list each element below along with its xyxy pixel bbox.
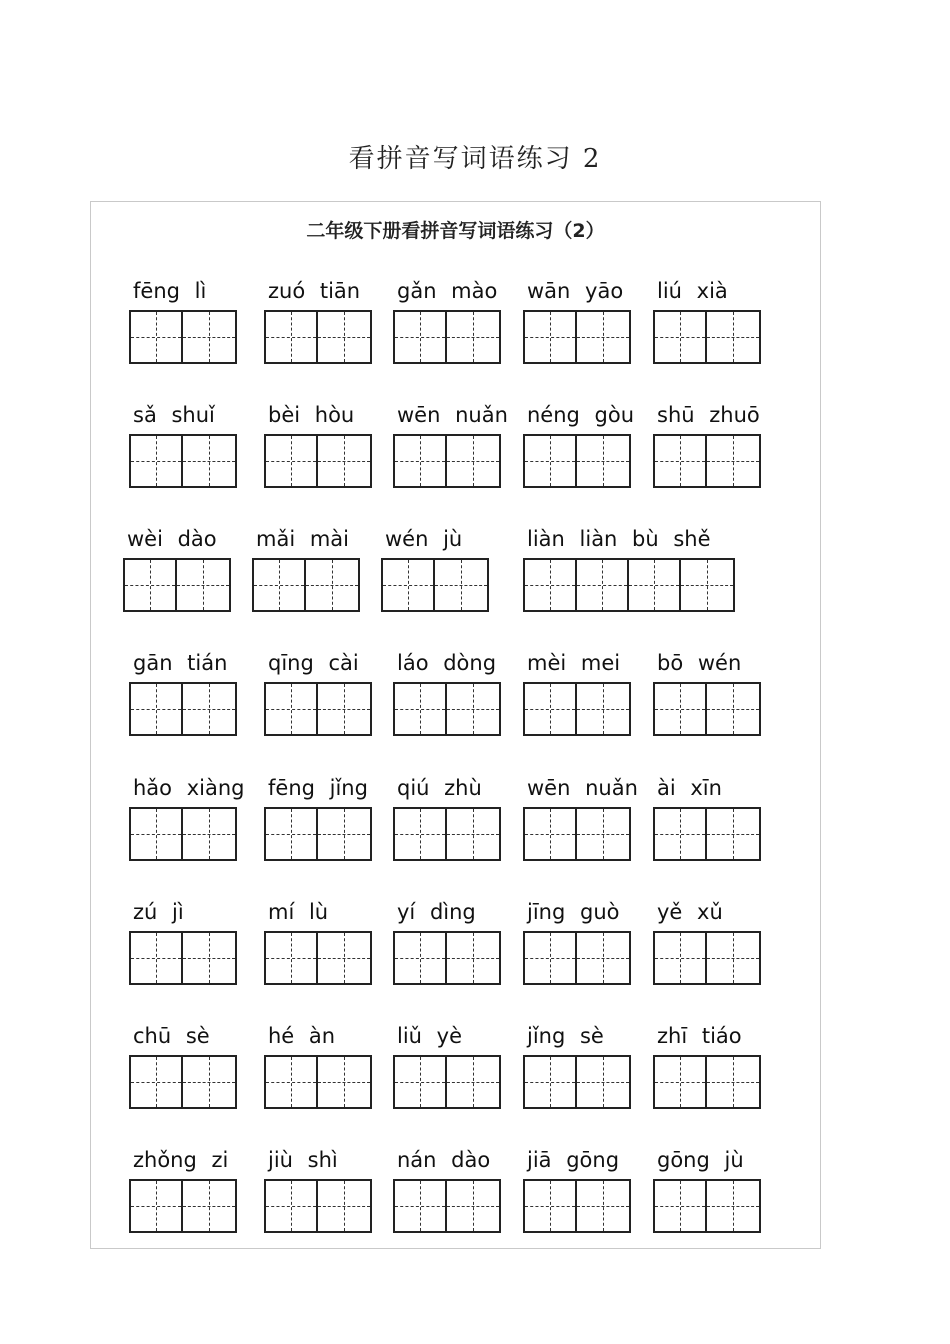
- pinyin-label: mǎi mài: [256, 527, 349, 551]
- writing-box[interactable]: [655, 436, 707, 486]
- pinyin-label: sǎ shuǐ: [133, 403, 215, 427]
- word-item: [129, 1021, 237, 1111]
- writing-box[interactable]: [131, 933, 183, 983]
- writing-box[interactable]: [655, 684, 707, 734]
- word-item: [653, 1145, 761, 1235]
- tianzige-boxes: [129, 310, 237, 364]
- tianzige-boxes: [393, 1055, 501, 1109]
- writing-box[interactable]: [447, 684, 499, 734]
- pinyin-label: wān yāo: [527, 279, 624, 303]
- writing-box[interactable]: [395, 684, 447, 734]
- writing-box[interactable]: [577, 560, 629, 610]
- word-item: [653, 897, 761, 987]
- tianzige-boxes: [523, 682, 631, 736]
- tianzige-boxes: [653, 434, 761, 488]
- writing-box[interactable]: [318, 684, 370, 734]
- pinyin-label: shū zhuō: [657, 403, 760, 427]
- writing-box[interactable]: [183, 809, 235, 859]
- tianzige-boxes: [264, 1055, 372, 1109]
- writing-box[interactable]: [183, 1057, 235, 1107]
- writing-box[interactable]: [655, 933, 707, 983]
- tianzige-boxes: [523, 931, 631, 985]
- pinyin-label: ài xīn: [657, 776, 722, 800]
- pinyin-label: gōng jù: [657, 1148, 744, 1172]
- writing-box[interactable]: [577, 933, 629, 983]
- writing-box[interactable]: [577, 1181, 629, 1231]
- tianzige-boxes: [129, 807, 237, 861]
- pinyin-label: zhī tiáo: [657, 1024, 742, 1048]
- writing-box[interactable]: [525, 560, 577, 610]
- tianzige-boxes: [264, 434, 372, 488]
- writing-box[interactable]: [266, 684, 318, 734]
- word-item: [393, 648, 501, 738]
- word-item: [523, 400, 635, 490]
- writing-box[interactable]: [447, 312, 499, 362]
- tianzige-boxes: [264, 310, 372, 364]
- writing-box[interactable]: [318, 436, 370, 486]
- writing-box[interactable]: [447, 809, 499, 859]
- word-item: [523, 773, 638, 863]
- pinyin-label: nán dào: [397, 1148, 491, 1172]
- writing-box[interactable]: [707, 684, 759, 734]
- writing-box[interactable]: [318, 1057, 370, 1107]
- tianzige-boxes: [653, 682, 761, 736]
- pinyin-label: néng gòu: [527, 403, 635, 427]
- word-item: [393, 773, 501, 863]
- writing-box[interactable]: [707, 933, 759, 983]
- writing-box[interactable]: [655, 809, 707, 859]
- word-item: [653, 400, 761, 490]
- writing-box[interactable]: [131, 1057, 183, 1107]
- word-item: [264, 1145, 372, 1235]
- tianzige-boxes: [523, 1055, 631, 1109]
- writing-box[interactable]: [707, 436, 759, 486]
- writing-box[interactable]: [629, 560, 681, 610]
- writing-box[interactable]: [131, 436, 183, 486]
- tianzige-boxes: [653, 807, 761, 861]
- writing-box[interactable]: [655, 312, 707, 362]
- pinyin-label: fēng jǐng: [268, 776, 368, 800]
- writing-box[interactable]: [395, 933, 447, 983]
- word-item: [264, 276, 372, 366]
- tianzige-boxes: [393, 434, 501, 488]
- writing-box[interactable]: [707, 312, 759, 362]
- writing-box[interactable]: [266, 1181, 318, 1231]
- pinyin-label: jiā gōng: [527, 1148, 620, 1172]
- word-item: [523, 524, 735, 614]
- writing-box[interactable]: [525, 809, 577, 859]
- writing-box[interactable]: [707, 809, 759, 859]
- tianzige-boxes: [523, 807, 631, 861]
- writing-box[interactable]: [681, 560, 733, 610]
- tianzige-boxes: [264, 807, 372, 861]
- pinyin-label: jiù shì: [268, 1148, 338, 1172]
- word-item: [252, 524, 360, 614]
- word-item: [129, 1145, 237, 1235]
- writing-box[interactable]: [447, 436, 499, 486]
- pinyin-label: zú jì: [133, 900, 184, 924]
- pinyin-label: chū sè: [133, 1024, 210, 1048]
- tianzige-boxes: [129, 1179, 237, 1233]
- writing-box[interactable]: [395, 1057, 447, 1107]
- word-item: [653, 276, 761, 366]
- pinyin-label: láo dòng: [397, 651, 497, 675]
- pinyin-label: yě xǔ: [657, 900, 723, 924]
- writing-box[interactable]: [447, 933, 499, 983]
- writing-box[interactable]: [655, 1057, 707, 1107]
- writing-box[interactable]: [577, 1057, 629, 1107]
- word-item: [381, 524, 489, 614]
- writing-box[interactable]: [318, 809, 370, 859]
- word-item: [264, 773, 372, 863]
- writing-box[interactable]: [131, 684, 183, 734]
- word-item: [264, 648, 372, 738]
- writing-box[interactable]: [525, 436, 577, 486]
- writing-box[interactable]: [266, 1057, 318, 1107]
- writing-box[interactable]: [447, 1057, 499, 1107]
- writing-box[interactable]: [318, 933, 370, 983]
- pinyin-label: bèi hòu: [268, 403, 355, 427]
- pinyin-label: wēn nuǎn: [527, 776, 638, 800]
- word-item: [264, 897, 372, 987]
- writing-box[interactable]: [254, 560, 306, 610]
- writing-box[interactable]: [395, 436, 447, 486]
- pinyin-label: qīng cài: [268, 651, 359, 675]
- tianzige-boxes: [393, 1179, 501, 1233]
- word-item: [393, 400, 508, 490]
- writing-box[interactable]: [177, 560, 229, 610]
- pinyin-label: bō wén: [657, 651, 742, 675]
- writing-box[interactable]: [577, 436, 629, 486]
- word-item: [129, 648, 237, 738]
- writing-box[interactable]: [395, 312, 447, 362]
- tianzige-boxes: [523, 558, 735, 612]
- word-item: [523, 1145, 631, 1235]
- word-item: [393, 1021, 501, 1111]
- tianzige-boxes: [264, 931, 372, 985]
- writing-box[interactable]: [525, 1057, 577, 1107]
- word-item: [393, 276, 501, 366]
- writing-box[interactable]: [131, 312, 183, 362]
- writing-box[interactable]: [131, 809, 183, 859]
- tianzige-boxes: [381, 558, 489, 612]
- tianzige-boxes: [523, 1179, 631, 1233]
- page-title: 看拼音写词语练习 2: [348, 144, 602, 174]
- pinyin-label: liú xià: [657, 279, 728, 303]
- word-item: [129, 897, 237, 987]
- pinyin-label: wèi dào: [127, 527, 217, 551]
- tianzige-boxes: [653, 1055, 761, 1109]
- word-item: [264, 400, 372, 490]
- tianzige-boxes: [129, 434, 237, 488]
- word-item: [393, 897, 501, 987]
- tianzige-boxes: [252, 558, 360, 612]
- tianzige-boxes: [393, 682, 501, 736]
- writing-box[interactable]: [183, 933, 235, 983]
- writing-box[interactable]: [183, 312, 235, 362]
- tianzige-boxes: [653, 1179, 761, 1233]
- pinyin-label: hǎo xiàng: [133, 776, 245, 800]
- tianzige-boxes: [264, 1179, 372, 1233]
- tianzige-boxes: [123, 558, 231, 612]
- pinyin-label: yí dìng: [397, 900, 476, 924]
- word-item: [129, 400, 237, 490]
- pinyin-label: liàn liàn bù shě: [527, 527, 711, 551]
- writing-box[interactable]: [525, 684, 577, 734]
- writing-box[interactable]: [395, 1181, 447, 1231]
- word-item: [523, 1021, 631, 1111]
- tianzige-boxes: [129, 931, 237, 985]
- writing-box[interactable]: [525, 312, 577, 362]
- writing-box[interactable]: [577, 809, 629, 859]
- writing-box[interactable]: [525, 933, 577, 983]
- word-item: [523, 276, 631, 366]
- pinyin-label: fēng lì: [133, 279, 207, 303]
- word-item: [653, 648, 761, 738]
- writing-box[interactable]: [577, 312, 629, 362]
- writing-box[interactable]: [395, 809, 447, 859]
- writing-box[interactable]: [125, 560, 177, 610]
- writing-box[interactable]: [318, 1181, 370, 1231]
- worksheet-title: 二年级下册看拼音写词语练习（2）: [306, 220, 605, 242]
- pinyin-label: mèi mei: [527, 651, 621, 675]
- word-item: [393, 1145, 501, 1235]
- writing-box[interactable]: [306, 560, 358, 610]
- writing-box[interactable]: [131, 1181, 183, 1231]
- word-item: [123, 524, 231, 614]
- word-item: [264, 1021, 372, 1111]
- tianzige-boxes: [129, 682, 237, 736]
- pinyin-label: zuó tiān: [268, 279, 361, 303]
- tianzige-boxes: [653, 931, 761, 985]
- tianzige-boxes: [264, 682, 372, 736]
- writing-box[interactable]: [577, 684, 629, 734]
- pinyin-label: gǎn mào: [397, 279, 498, 303]
- tianzige-boxes: [653, 310, 761, 364]
- pinyin-label: gān tián: [133, 651, 228, 675]
- writing-box[interactable]: [707, 1181, 759, 1231]
- pinyin-label: mí lù: [268, 900, 329, 924]
- tianzige-boxes: [393, 931, 501, 985]
- pinyin-label: hé àn: [268, 1024, 336, 1048]
- word-item: [523, 648, 631, 738]
- writing-box[interactable]: [318, 312, 370, 362]
- writing-box[interactable]: [435, 560, 487, 610]
- writing-box[interactable]: [183, 436, 235, 486]
- tianzige-boxes: [129, 1055, 237, 1109]
- tianzige-boxes: [523, 310, 631, 364]
- writing-box[interactable]: [525, 1181, 577, 1231]
- writing-box[interactable]: [447, 1181, 499, 1231]
- pinyin-label: wēn nuǎn: [397, 403, 508, 427]
- writing-box[interactable]: [655, 1181, 707, 1231]
- writing-box[interactable]: [266, 312, 318, 362]
- writing-box[interactable]: [266, 933, 318, 983]
- pinyin-label: wén jù: [385, 527, 463, 551]
- pinyin-label: jīng guò: [527, 900, 620, 924]
- word-item: [653, 1021, 761, 1111]
- pinyin-label: zhǒng zi: [133, 1148, 229, 1172]
- worksheet: [90, 201, 821, 1249]
- word-item: [129, 276, 237, 366]
- word-item: [523, 897, 631, 987]
- word-item: [653, 773, 761, 863]
- writing-box[interactable]: [383, 560, 435, 610]
- tianzige-boxes: [523, 434, 631, 488]
- pinyin-label: liǔ yè: [397, 1024, 463, 1048]
- pinyin-label: jǐng sè: [527, 1024, 604, 1048]
- pinyin-label: qiú zhù: [397, 776, 482, 800]
- writing-box[interactable]: [707, 1057, 759, 1107]
- writing-box[interactable]: [183, 1181, 235, 1231]
- tianzige-boxes: [393, 807, 501, 861]
- tianzige-boxes: [393, 310, 501, 364]
- word-item: [129, 773, 245, 863]
- writing-box[interactable]: [183, 684, 235, 734]
- writing-box[interactable]: [266, 436, 318, 486]
- writing-box[interactable]: [266, 809, 318, 859]
